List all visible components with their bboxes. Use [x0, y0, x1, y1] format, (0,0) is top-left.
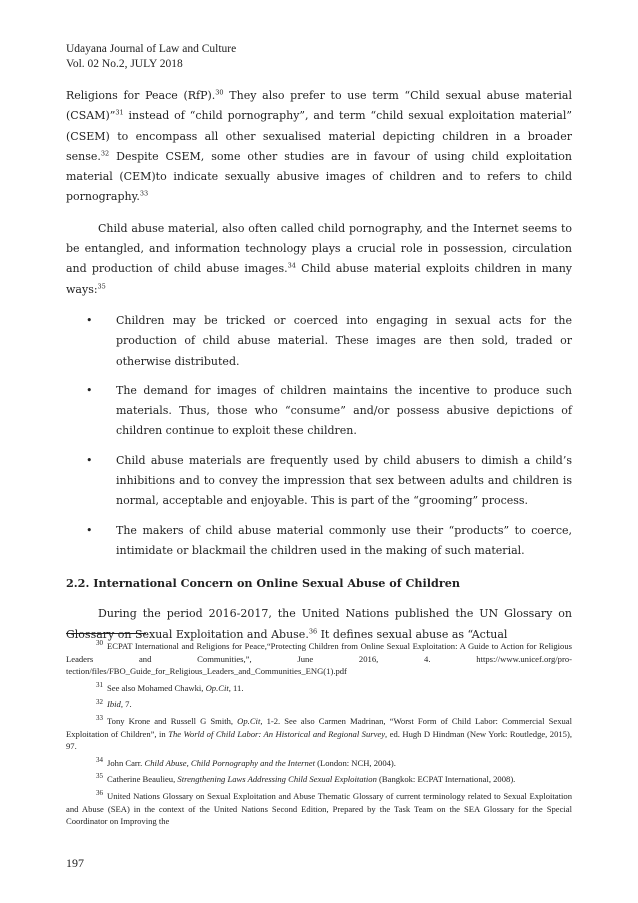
footnote-divider [66, 633, 146, 634]
footnote-ref[interactable]: 32 [100, 149, 110, 158]
footnote-text: (Bangkok: ECPAT International, 2008). [376, 774, 516, 785]
footnote-text: , ed. Hugh D Hindman (New York: Routledge, 2015), 97. [66, 728, 572, 752]
text-run: Religions for Peace (RfP). [66, 89, 216, 102]
footnote-number: 32 [96, 697, 103, 706]
list-item-text: The makers of child abuse material commonly use their “products” to coerce, intimidate or blackmail the children used in the making of such material. [116, 523, 572, 557]
list-item-text: Child abuse materials are frequently used by child abusers to dimish a child’s inhibitions and to convey the impression that sex between adults and children is normal, acceptable and enjoyable. This is part of the “grooming” process. [116, 453, 572, 508]
text-run: It defines sexual abuse as “Actual [317, 627, 508, 641]
footnote-text: , 7. [120, 699, 132, 710]
bullet-icon: • [86, 313, 93, 327]
page-number: 197 [66, 856, 84, 870]
footnote-italic: Ibid [107, 699, 121, 710]
footnote-number: 36 [96, 789, 103, 798]
footnote-ref[interactable]: 36 [308, 626, 318, 635]
footnote-text: See also Mohamed Chawki, [107, 682, 206, 693]
footnote-number: 30 [96, 639, 103, 648]
footnote [66, 773, 572, 786]
list-item-text: Children may be tricked or coerced into engaging in sexual acts for the production of child abuse material. These images are then sold, traded or otherwise distributed. [116, 313, 572, 368]
footnote-text: , 11. [228, 682, 244, 693]
paragraph-2 [66, 219, 572, 300]
bullet-icon: • [86, 453, 93, 467]
footnote-number: 31 [96, 680, 103, 689]
running-header [66, 42, 236, 72]
footnote-ref[interactable]: 35 [97, 282, 106, 291]
list-item [66, 521, 572, 562]
footnote-ref[interactable]: 33 [139, 189, 149, 198]
list-item [66, 311, 572, 372]
footnote-ref[interactable]: 30 [215, 88, 224, 97]
footnote-text: ECPAT International and Religions for Peace,“Protecting Children from Online Sexual Exploitation: A Guide to Action for Religious Leaders and Communities,”, June 2016, 4. https://www.unicef.org/pro-tection/files/FBO_Guide_for_Religious_Leaders_and_Communities_ENG(1).pdf [66, 641, 572, 677]
footnote-text: Tony Krone and Russell G Smith, [107, 715, 238, 726]
list-item-text: The demand for images of children maintains the incentive to produce such materials. Thus, those who “consume” and/or possess abusive depictions of children continue to exploit these children. [116, 383, 572, 438]
footnote-italic: The World of Child Labor: An Historical and Regional Survey [168, 728, 386, 739]
journal-title: Udayana Journal of Law and Culture [66, 43, 237, 55]
footnote [66, 682, 572, 695]
paragraph-3 [66, 604, 572, 648]
footnote [66, 640, 572, 678]
main-text [66, 86, 572, 648]
list-item [66, 381, 572, 442]
footnote-italic: Op.Cit [205, 682, 229, 693]
footnote-italic: Strengthening Laws Addressing Child Sexual Exploitation [177, 774, 377, 785]
text-run: Despite CSEM, some other studies are in favour of using child exploitation material (CEM)to indicate sexually abusive images of children and to refers to child pornography. [66, 149, 572, 204]
bullet-icon: • [86, 383, 93, 397]
journal-volume: Vol. 02 No.2, JULY 2018 [66, 58, 183, 70]
footnote-text: , 1-2. See also Carmen Madrinan, “Worst Form of Child Labor: Commercial Sexual Exploitation of Children”, in [66, 715, 572, 739]
footnote-number: 35 [96, 772, 103, 781]
footnote-text: United Nations Glossary on Sexual Exploitation and Abuse Thematic Glossary of current terminology related to Sexual Exploitation and Abuse (SEA) in the context of the United Nations Second Edition, Prepared by the Task Team on the SEA Glossary for the Special Coordinator on Improving the [66, 790, 572, 827]
footnote [66, 715, 572, 753]
footnote-text: John Carr. [107, 757, 145, 768]
list-item [66, 451, 572, 512]
footnote-number: 33 [96, 714, 103, 723]
journal-page [66, 0, 572, 903]
text-run: They also prefer to use term “Child sexual abuse material (CSAM)” [66, 89, 572, 123]
footnote-text: (London: NCH, 2004). [315, 757, 396, 768]
footnotes [66, 640, 572, 832]
section-heading: 2.2. International Concern on Online Sexual Abuse of Children [66, 576, 460, 591]
footnote-text: Catherine Beaulieu, [107, 774, 178, 785]
text-run: Child abuse material exploits children in many ways: [66, 262, 572, 296]
footnote-italic: Op.Cit [237, 715, 261, 726]
text-run: instead of “child pornography”, and term “child sexual exploitation material” (CSEM) to encompass all other sexualised material depicting children in a broader sense. [66, 109, 572, 163]
footnote [66, 757, 572, 770]
bullet-icon: • [86, 523, 93, 537]
bullet-list [66, 311, 572, 561]
footnote-ref[interactable]: 34 [287, 261, 296, 270]
paragraph-1 [66, 86, 572, 208]
text-run: During the period 2016-2017, the United Nations published the UN Glossary on Glossary on Sexual Exploitation and Abuse. [66, 607, 572, 641]
footnote-number: 34 [96, 755, 103, 764]
footnote-italic: Child Abuse, Child Pornography and the Internet [144, 757, 315, 768]
footnote [66, 698, 572, 711]
footnote [66, 790, 572, 828]
text-run: Child abuse material, also often called child pornography, and the Internet seems to be entangled, and information technology plays a crucial role in possession, circulation and production of child abuse images. [66, 221, 572, 276]
footnote-ref[interactable]: 31 [115, 108, 124, 117]
